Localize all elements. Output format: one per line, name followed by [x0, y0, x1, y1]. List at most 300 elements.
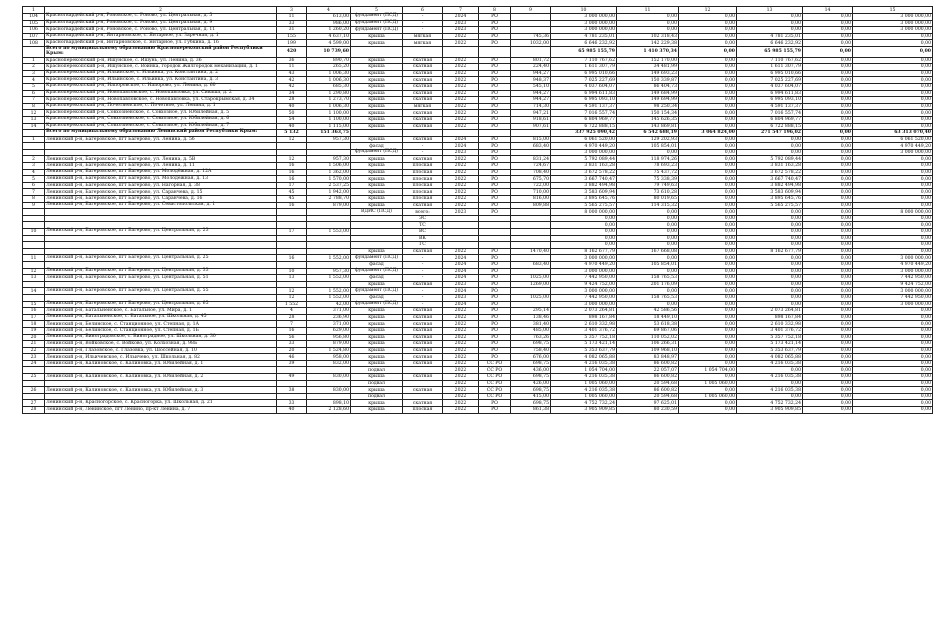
table-cell: 3 831 163,28 [737, 163, 803, 170]
table-cell: Ленинский р-н, Багеровское, пгт Багерово, ул. Ленина, д. 5б [45, 136, 277, 143]
table-cell: 3 000 000,00 [551, 288, 617, 295]
table-cell: Красноперекопский р-н, Ишунское, с. Воинка, городок Жилгородок механизации, д. 1 [45, 64, 277, 71]
table-cell: 9 424 752,00 [853, 281, 933, 288]
table-cell [443, 215, 479, 222]
table-cell: 0,00 [679, 235, 737, 242]
table-cell: 4 216 035,38 [551, 374, 617, 381]
table-cell: 7 110 767,62 [551, 57, 617, 64]
table-cell: 0,00 [803, 83, 853, 90]
header-cell: 9 [511, 7, 551, 14]
table-cell: 5 792 089,44 [737, 156, 803, 163]
table-cell: 0,00 [853, 116, 933, 123]
table-cell: 0,00 [803, 347, 853, 354]
table-cell: 80 230,59 [617, 407, 679, 414]
table-cell: 0,00 [617, 215, 679, 222]
table-cell: 958,00 [307, 354, 351, 361]
table-cell: 2 610 332,98 [737, 321, 803, 328]
table-cell: РО [479, 97, 511, 104]
table-cell: 0,00 [853, 46, 933, 57]
table-cell: 4 216 035,38 [737, 387, 803, 394]
table-cell [307, 248, 351, 255]
table-row [23, 387, 933, 394]
table-cell [351, 229, 403, 236]
table-cell [479, 130, 511, 137]
table-cell: 65 985 155,79 [737, 46, 803, 57]
table-cell: 0,00 [679, 40, 737, 47]
table-cell: РО [479, 196, 511, 203]
table-cell: 436,00 [511, 367, 551, 374]
table-cell: фундамент (ПСД) [351, 255, 403, 262]
table-cell: РО [479, 327, 511, 334]
table-cell: 0,00 [679, 70, 737, 77]
table-cell: Ленинский р-н, Багеровское, пгт Багерово, ул. Саранчева, д. 16 [45, 196, 277, 203]
table-cell: 27 [23, 400, 45, 407]
table-cell: крыша [351, 156, 403, 163]
table-cell: подвал [351, 367, 403, 374]
table-cell [277, 393, 307, 400]
table-cell: 0,00 [803, 209, 853, 216]
table-cell: Ленинский р-н, Глазовское, с. Глазовка, ул. Шоссейная, д. 10 [45, 347, 277, 354]
table-cell: Ленинский р-н, Багеровское, пгт Багерово, ул. Центральная, д. 65 [45, 301, 277, 308]
table-cell [277, 242, 307, 249]
table-cell: 0,00 [853, 360, 933, 367]
table-cell: 0,00 [617, 209, 679, 216]
table-cell: крыша [351, 327, 403, 334]
table-cell: 698,75 [511, 374, 551, 381]
table-cell: 0,00 [617, 149, 679, 156]
table-cell: 8 000 000,00 [551, 209, 617, 216]
table-cell: 2023 [443, 20, 479, 27]
table-cell: 50 [277, 110, 307, 117]
table-cell: Ленинский р-н, Багеровское, пгт Багерово, ул. Центральная, д. 51 [45, 275, 277, 282]
table-cell: 1 005 060,00 [679, 393, 737, 400]
table-cell [277, 143, 307, 150]
table-cell: 6 646 232,92 [737, 40, 803, 47]
table-cell: 0,00 [853, 400, 933, 407]
table-cell: 31 [277, 27, 307, 34]
table-cell: крыша [351, 314, 403, 321]
table-cell: 0,00 [679, 288, 737, 295]
table-row [23, 156, 933, 163]
table-cell: 879,00 [307, 341, 351, 348]
table-cell: 0,00 [803, 116, 853, 123]
table-cell: РО [479, 294, 511, 301]
table-cell: 7 025 227,69 [551, 77, 617, 84]
table-cell: 3 [23, 70, 45, 77]
table-cell: 0,00 [853, 248, 933, 255]
table-cell: 0,00 [679, 14, 737, 21]
table-cell: РО [479, 189, 511, 196]
table-cell: Ленинский р-н, Багеровское, пгт Багерово, ул. Ленина, д. 11 [45, 163, 277, 170]
table-cell: 0,00 [737, 294, 803, 301]
table-cell: 0,00 [803, 261, 853, 268]
table-cell: Ленинский р-н, Багеровское, пгт Багерово, ул. Молодёжная, д. 13 [45, 176, 277, 183]
table-cell: 78 693,23 [617, 163, 679, 170]
table-cell: 3 000 000,00 [551, 255, 617, 262]
table-cell: 685,30 [307, 83, 351, 90]
table-cell: 151 363,75 [307, 130, 351, 137]
table-cell: 2022 [443, 90, 479, 97]
table-cell: 0,00 [803, 229, 853, 236]
table-cell [23, 130, 45, 137]
table-cell: 0,00 [803, 27, 853, 34]
table-cell: 12 [277, 288, 307, 295]
table-cell: 0,00 [679, 20, 737, 27]
table-cell: скатная [403, 400, 443, 407]
table-cell: 0,00 [679, 321, 737, 328]
table-cell: 0,00 [853, 314, 933, 321]
table-cell [307, 242, 351, 249]
table-cell: 28 [277, 314, 307, 321]
table-cell: 698,75 [511, 341, 551, 348]
header-cell: 1 [23, 7, 45, 14]
table-cell: 142 229,38 [617, 40, 679, 47]
table-cell: фундамент (ПСД) [351, 301, 403, 308]
table-cell: крыша [351, 40, 403, 47]
table-cell: 0,00 [853, 354, 933, 361]
table-cell: РО [479, 77, 511, 84]
table-cell: 1 005 060,00 [551, 393, 617, 400]
table-row [23, 334, 933, 341]
table-cell: 2024 [443, 275, 479, 282]
table-cell: скатная [403, 374, 443, 381]
table-row [23, 169, 933, 176]
table-cell: крыша [351, 387, 403, 394]
table-cell: 13 [23, 275, 45, 282]
table-cell: 0,00 [853, 196, 933, 203]
table-cell: 0,00 [803, 77, 853, 84]
table-cell: 698,75 [511, 387, 551, 394]
table-cell: мягкая [403, 40, 443, 47]
table-cell: Красногвардейский р-н, Роновское, с. Роново, ул. Центральная, д. 11 [45, 27, 277, 34]
table-cell: 415,00 [511, 393, 551, 400]
table-cell: - [403, 268, 443, 275]
table-cell: ВДИС (ПСД) [351, 209, 403, 216]
table-cell: 10 [23, 229, 45, 236]
table-cell: 0,00 [803, 308, 853, 315]
table-cell [511, 288, 551, 295]
table-cell: Ленинский р-н, Войковское, с. Войково, ул. Колхозная, д. 98Б [45, 341, 277, 348]
table-cell: 0,00 [853, 163, 933, 170]
table-cell: 2022 [443, 321, 479, 328]
table-cell: РО [479, 400, 511, 407]
table-cell: 2022 [443, 163, 479, 170]
table-cell [511, 222, 551, 229]
table-cell: 0,00 [853, 242, 933, 249]
table-cell: 0,00 [803, 248, 853, 255]
table-cell [23, 209, 45, 216]
table-cell: 0,00 [679, 57, 737, 64]
table-cell: 0,00 [679, 327, 737, 334]
table-cell: 5 792 089,44 [551, 156, 617, 163]
table-cell: 2022 [443, 123, 479, 130]
table-cell: 0,00 [679, 196, 737, 203]
table-cell: 0,00 [853, 64, 933, 71]
table-cell: 0,00 [679, 301, 737, 308]
table-cell: 3 000 000,00 [853, 288, 933, 295]
table-cell: 0,00 [853, 77, 933, 84]
table-cell: 20 [277, 347, 307, 354]
table-cell: Красногвардейский р-н, Роновское, с. Роново, ул. Центральная, д. 5 [45, 14, 277, 21]
table-cell [479, 229, 511, 236]
table-cell: 0,00 [853, 229, 933, 236]
table-cell: 5 173 421,14 [737, 341, 803, 348]
table-cell: 0,00 [803, 354, 853, 361]
table-cell: 2022 [443, 189, 479, 196]
table-cell [277, 261, 307, 268]
table-cell: 150 339,87 [617, 77, 679, 84]
table-cell: 11 [277, 14, 307, 21]
table-cell: 4 970 449,20 [551, 261, 617, 268]
table-cell: 2022 [443, 374, 479, 381]
table-cell: 545,10 [511, 83, 551, 90]
table-cell: 1 570,00 [307, 176, 351, 183]
table-cell: 0,00 [803, 374, 853, 381]
table-cell: 0,00 [679, 77, 737, 84]
table-cell: 6 995 093,10 [551, 97, 617, 104]
table-cell [351, 215, 403, 222]
table-cell: 1032,00 [511, 40, 551, 47]
table-cell: 34 [277, 90, 307, 97]
table-cell: Красноперекопский р-н, Новопавловское, с. Новопавловка, ул. Старокрымская, д. 34 [45, 97, 277, 104]
total-row [23, 130, 933, 137]
table-row [23, 202, 933, 209]
table-cell: 1 552,00 [307, 288, 351, 295]
table-cell: 0,00 [679, 242, 737, 249]
table-cell [23, 149, 45, 156]
table-cell [351, 222, 403, 229]
table-cell: 0,00 [853, 33, 933, 40]
table-cell: 0,00 [803, 90, 853, 97]
table-cell: 86 600,82 [617, 387, 679, 394]
table-cell: 0,00 [803, 110, 853, 117]
table-cell: 7 442 950,00 [853, 294, 933, 301]
table-cell [307, 143, 351, 150]
table-cell: 129 202,93 [617, 136, 679, 143]
table-cell: 2 [23, 156, 45, 163]
table-cell: 0,00 [679, 202, 737, 209]
table-cell: РО [479, 314, 511, 321]
table-cell: фундамент (ПСД) [351, 27, 403, 34]
table-cell: СС РО [479, 387, 511, 394]
table-cell: Всего по муниципальному образованию Красноперекопский район Республики Крым: [45, 46, 277, 57]
table-cell: 1 005 060,00 [679, 380, 737, 387]
table-cell: 0,00 [737, 367, 803, 374]
table-row [23, 33, 933, 40]
table-cell: 3 401 376,72 [551, 327, 617, 334]
table-cell: Красноперекопский р-н, Совхозненское, с. Совхозное, ул. Юбилейная, д. 7 [45, 123, 277, 130]
table-cell: 6 995 010,66 [551, 70, 617, 77]
table-cell: 0,00 [803, 242, 853, 249]
table-cell: Ленинский р-н, Калиновское, с. Калиновка, ул. Юбилейная, д. 3 [45, 387, 277, 394]
table-cell: 0,00 [679, 136, 737, 143]
table-cell: РО [479, 182, 511, 189]
table-cell: 0,00 [679, 209, 737, 216]
table-cell: 0,00 [737, 229, 803, 236]
table-cell: крыша [351, 321, 403, 328]
table-cell [45, 248, 277, 255]
table-cell: 957,30 [307, 156, 351, 163]
table-cell: 0,00 [803, 387, 853, 394]
table-row [23, 229, 933, 236]
table-cell: 28 [277, 97, 307, 104]
table-cell: 0,00 [803, 222, 853, 229]
table-cell: 4 781 235,01 [737, 33, 803, 40]
table-cell [479, 242, 511, 249]
table-row [23, 360, 933, 367]
table-cell: скатная [403, 248, 443, 255]
table-cell: 2022 [443, 367, 479, 374]
table-cell: 0,00 [803, 196, 853, 203]
table-cell: 0,00 [803, 64, 853, 71]
table-cell: 42 586,56 [617, 308, 679, 315]
table-cell: РО [479, 308, 511, 315]
table-cell: Ленинский р-н, Батальненское, с. Батальное, ул. Мира, д. 1 [45, 308, 277, 315]
table-cell [511, 149, 551, 156]
table-cell: 0,00 [803, 156, 853, 163]
table-cell: 6 995 010,66 [737, 70, 803, 77]
table-cell: 0,00 [679, 314, 737, 321]
table-cell [443, 235, 479, 242]
table-cell: 0,00 [679, 182, 737, 189]
table-cell: 0,00 [853, 40, 933, 47]
table-row [23, 327, 933, 334]
table-cell: 1 100,00 [307, 116, 351, 123]
table-row [23, 136, 933, 143]
table-cell [403, 130, 443, 137]
table-cell [45, 367, 277, 374]
table-cell: 0,00 [803, 189, 853, 196]
table-cell: 0,00 [679, 176, 737, 183]
table-cell: 158 765,53 [617, 275, 679, 282]
table-cell [23, 215, 45, 222]
table-cell: СС РО [479, 380, 511, 387]
table-cell: 45 [277, 189, 307, 196]
table-cell: 0,00 [737, 288, 803, 295]
table-cell: 5 357 752,18 [737, 334, 803, 341]
table-cell: РО [479, 261, 511, 268]
table-cell: 371,00 [307, 308, 351, 315]
table-cell: скатная [403, 314, 443, 321]
table-cell [307, 281, 351, 288]
header-cell: 2 [45, 7, 277, 14]
table-cell [511, 209, 551, 216]
table-row [23, 288, 933, 295]
table-cell: скатная [403, 110, 443, 117]
table-cell: крыша [351, 189, 403, 196]
table-cell [45, 393, 277, 400]
table-cell: 0,00 [803, 393, 853, 400]
table-cell: скатная [403, 334, 443, 341]
table-cell: 46 [277, 354, 307, 361]
table-cell: 63 313 070,40 [853, 130, 933, 137]
table-cell: 6 995 093,10 [737, 97, 803, 104]
table-cell: 1 362,00 [307, 169, 351, 176]
table-cell: 0,00 [853, 215, 933, 222]
table-cell: 0,00 [803, 163, 853, 170]
table-cell: 65 985 155,79 [551, 46, 617, 57]
table-cell [511, 301, 551, 308]
table-cell: РО [479, 27, 511, 34]
table-cell [443, 130, 479, 137]
table-cell: 809,88 [511, 202, 551, 209]
table-cell: скатная [403, 387, 443, 394]
table-row [23, 393, 933, 400]
table-cell: 14 [23, 123, 45, 130]
table-row [23, 301, 933, 308]
table-cell: 2022 [443, 83, 479, 90]
table-cell: скатная [403, 360, 443, 367]
table-cell: - [403, 27, 443, 34]
table-cell: 83 848,97 [617, 354, 679, 361]
table-cell: крыша [351, 202, 403, 209]
table-cell: скатная [403, 97, 443, 104]
table-row [23, 367, 933, 374]
table-cell: 5 173 421,14 [551, 341, 617, 348]
table-cell: 745,36 [511, 33, 551, 40]
table-cell [307, 367, 351, 374]
table-cell: 0,00 [737, 393, 803, 400]
table-cell [307, 209, 351, 216]
table-cell: 0,00 [679, 116, 737, 123]
table-cell: 0,00 [853, 321, 933, 328]
table-cell: 0,00 [617, 229, 679, 236]
table-cell: 708,40 [511, 169, 551, 176]
table-cell: Ленинский р-н, Красногорское, с. Красногорка, ул. Школьная, д. 21 [45, 400, 277, 407]
table-cell: фундамент (ПСД) [351, 149, 403, 156]
table-cell: 104 [23, 14, 45, 21]
table-cell: 0,00 [737, 281, 803, 288]
table-cell: 17 [23, 314, 45, 321]
table-cell: 1 006,30 [307, 70, 351, 77]
table-cell: 0,00 [737, 235, 803, 242]
table-cell: 3 000 000,00 [853, 20, 933, 27]
header-cell: 7 [443, 7, 479, 14]
table-cell: 2023 [443, 209, 479, 216]
table-cell: РО [479, 156, 511, 163]
table-cell: подвал [351, 380, 403, 387]
table-cell: 613,00 [307, 14, 351, 21]
table-cell: ВК [403, 235, 443, 242]
table-cell: 38 [277, 387, 307, 394]
table-cell: 16 [277, 169, 307, 176]
table-cell: скатная [403, 281, 443, 288]
table-cell: 3 000 000,00 [853, 268, 933, 275]
table-cell: 957,30 [307, 268, 351, 275]
table-cell: 0,00 [803, 281, 853, 288]
table-cell: 1 290,80 [307, 90, 351, 97]
table-cell: 3 905 909,85 [737, 407, 803, 414]
table-cell: СС РО [479, 360, 511, 367]
table-cell: скатная [403, 90, 443, 97]
table-cell: 4 970 449,20 [551, 143, 617, 150]
header-cell: 11 [617, 7, 679, 14]
table-cell: 2 537,25 [307, 182, 351, 189]
table-cell: 0,00 [803, 20, 853, 27]
table-cell: крыша [351, 196, 403, 203]
table-cell: скатная [403, 321, 443, 328]
table-cell [23, 393, 45, 400]
table-cell: 6 [23, 182, 45, 189]
table-cell: ЭС [403, 215, 443, 222]
table-cell: 6 722 888,15 [737, 123, 803, 130]
table-cell: крыша [351, 70, 403, 77]
table-cell: 0,00 [679, 229, 737, 236]
table-cell: Красноперекопский р-н, Новопавловское, с. Новопавловка, ул. Сиваша, д. 2 [45, 90, 277, 97]
table-cell: 1 005 060,00 [551, 380, 617, 387]
table-cell: 110 052,02 [617, 334, 679, 341]
table-row [23, 248, 933, 255]
